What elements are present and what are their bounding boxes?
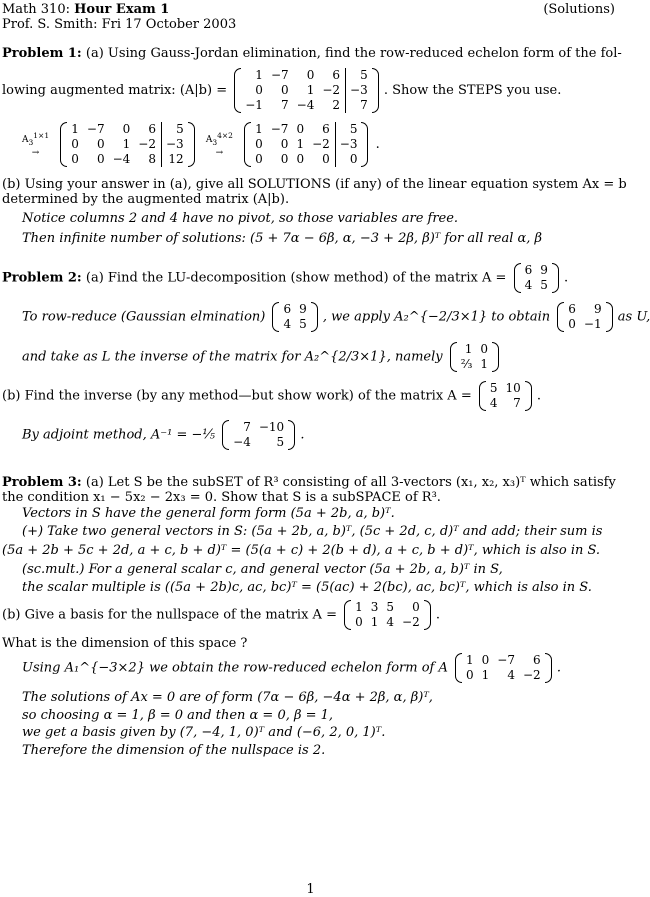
L-matrix [457,342,492,372]
matrix-cell: 0 [71,152,79,166]
p1-steps: $A_3^{1\times 1}$ → 1 −7 0 6 5 0 0 1 −2 −3 0 0 −4 8 12 $A_3^{4\times 2}$ → 1 −7 0 6 5 0 0 1 −2 −3 0 0 0 0 0 . [22,122,380,166]
matrix-cell: 1 [480,357,489,371]
matrix-cell: 7 [360,98,368,112]
matrix-cell: 6 [283,302,292,316]
matrix-cell: 0 [466,668,474,682]
matrix-cell: 5 [360,68,368,82]
U-matrix [564,302,605,332]
right-paren [288,420,295,450]
matrix-cell: 5 [489,381,498,395]
p1-ans2: Then infinite number of solutions: (5 + 7α − 6β, α, −3 + 2β, β)ᵀ for all real α, β [22,231,543,246]
p3-b-text: (b) Give a basis for the nullspace of the matrix A = [2,607,337,623]
p3-label: Problem 3: [2,475,82,490]
matrix-cell: −1 [583,317,602,331]
course-label: Math 310: [2,2,70,17]
matrix-cell: 6 [524,263,533,277]
p1-a-text2a: lowing augmented matrix: (A|b) = [2,83,228,98]
matrix-cell: 0 [96,137,105,151]
p2-ans1 [22,302,650,332]
matrix-cell: 4 [507,668,515,682]
matrix-cell: 4 [489,396,498,410]
matrix-cell: 6 [308,122,335,137]
right-paren [424,600,431,630]
matrix-cell: 1 [306,83,315,97]
matrix-cell: 0 [481,653,490,667]
right-paren [552,263,559,293]
left-paren [450,342,457,372]
step1-matrix [67,122,187,167]
left-paren [272,302,279,332]
matrix-cell: 9 [540,263,548,277]
p2-ans1c: as U, [617,309,650,325]
A2-matrix [521,263,552,293]
matrix-cell: −10 [258,420,285,434]
p2-ans3: By adjoint method, A⁻¹ = −⅕ 7 −10 −4 5 . [22,420,305,449]
matrix-cell: 4 [386,615,395,629]
matrix-cell: 0 [308,152,335,167]
p1-b-text1: (b) Using your answer in (a), give all SOLUTIONS (if any) of the linear equation system Ax = b [2,177,627,192]
matrix-cell: 0 [280,152,289,166]
right-paren [372,68,379,113]
matrix-cell: 0 [281,83,289,97]
p1-label: Problem 1: [2,46,82,61]
matrix-cell: −2 [308,137,335,152]
p2-ans1b: , we apply A₂^{−2/3×1} to obtain [322,309,551,325]
matrix-cell: −2 [134,137,161,152]
matrix-cell: −7 [270,122,289,136]
matrix-cell: 5 [176,122,184,136]
left-paren [514,263,521,293]
right-paren [525,381,532,411]
p3-m5: Therefore the dimension of the nullspace is 2. [22,743,326,758]
adj-matrix [229,420,288,450]
R-matrix [462,653,545,683]
p3-a-text1: (a) Let S be the subSET of R³ consisting of all 3-vectors (x₁, x₂, x₃)ᵀ which satisfy [85,475,616,490]
matrix-cell: 9 [593,302,602,316]
p2-ans3a: By adjoint method, A⁻¹ = −⅕ [22,427,215,443]
matrix-cell: 1 [255,122,263,136]
matrix-cell: −2 [318,83,345,98]
right-paren [492,342,499,372]
matrix-cell: −7 [270,68,289,82]
op-arrow-2: $A_3^{4\times 2}$ → [205,131,233,158]
matrix-cell: 0 [349,152,358,166]
matrix-cell: 10 [505,381,521,395]
matrix-cell: 0 [296,152,305,166]
matrix-cell: 5 [386,600,395,614]
op-arrow-1: $A_3^{1\times 1}$ → [22,131,50,158]
matrix-cell: 7 [281,98,289,112]
matrix-cell: ⅔ [460,357,473,371]
matrix-cell: 6 [134,122,161,137]
matrix-cell: 5 [299,317,307,331]
matrix-cell: 0 [71,137,79,151]
header-title [2,2,169,17]
matrix-cell: 1 [122,137,131,151]
matrix-cell: −2 [522,668,541,682]
step2-matrix [251,122,361,167]
p3-m1a: Using A₁^{−3×2} we obtain the row-reduced echelon form of A [22,660,448,676]
p1-b-text2: determined by the augmented matrix (A|b). [2,192,290,207]
matrix-cell: 1 [296,137,305,151]
matrix-cell: 1 [370,615,379,629]
matrix-cell: 9 [299,302,307,316]
matrix-cell: 0 [306,68,315,82]
right-paren [188,122,195,167]
matrix-cell: −3 [350,83,368,97]
matrix-cell: −7 [86,122,105,136]
p3-m3: so choosing α = 1, β = 0 and then α = 0, β = 1, [22,708,334,723]
p3-m2: The solutions of Ax = 0 are of form (7α − 6β, −4α + 2β, α, β)ᵀ, [22,690,433,705]
right-paren [361,122,368,167]
p3-m1: Using A₁^{−3×2} we obtain the row-reduced echelon form of A 1 0 −7 6 0 1 4 −2 . [22,653,561,682]
matrix-cell: 0 [96,152,105,166]
matrix-cell: 0 [255,83,263,97]
p3-dim-question: What is the dimension of this space ? [2,636,248,651]
p2-line1: Problem 2: (a) Find the LU-decomposition (show method) of the matrix A = 6 9 4 5 . [2,263,569,292]
matrix-cell: −4 [296,98,315,112]
p3-m4: we get a basis given by (7, −4, 1, 0)ᵀ and (−6, 2, 0, 1)ᵀ. [22,725,386,740]
left-paren [455,653,462,683]
left-paren [244,122,251,167]
p2-b-text: (b) Find the inverse (by any method—but show work) of the matrix A = [2,388,472,404]
p1-ans1: Notice columns 2 and 4 have no pivot, so those variables are free. [22,211,459,226]
p2-ans2a: and take as L the inverse of the matrix for A₂^{2/3×1}, namely [22,349,443,365]
matrix-cell: 1 [255,68,263,82]
left-paren [234,68,241,113]
matrix-cell: −4 [233,435,251,449]
matrix-cell: 5 [276,435,285,449]
right-paren [545,653,552,683]
p3-l2: (+) Take two general vectors in S: (5a + 2b, a, b)ᵀ, (5c + 2d, c, d)ᵀ and add; their sum is [22,524,603,539]
matrix-cell: 1 [464,342,473,356]
p3-b-line: (b) Give a basis for the nullspace of the matrix A = 1 3 5 0 0 1 4 −2 . [2,600,441,629]
matrix-cell: 5 [349,122,358,136]
p2-a-text: (a) Find the LU-decomposition (show method) of the matrix A = [85,270,507,286]
p1-line1 [2,46,622,61]
left-paren [557,302,564,332]
matrix-cell: 8 [134,152,161,167]
matrix-cell: 4 [283,317,292,331]
matrix-cell: −7 [497,653,515,667]
left-paren [222,420,229,450]
matrix-cell: 0 [255,152,263,166]
p1-line2 [2,68,561,113]
p3-line1 [2,475,616,490]
A2-matrix-copy [279,302,310,332]
exam-title: Hour Exam 1 [74,2,170,17]
matrix-cell: 4 [524,278,533,292]
matrix-cell: 6 [533,653,541,667]
N-matrix [351,600,424,630]
aug-matrix [241,68,372,113]
p2-b-line: (b) Find the inverse (by any method—but show work) of the matrix A = 5 10 4 7 . [2,381,542,410]
B-matrix [486,381,525,411]
right-paren [311,302,318,332]
matrix-cell: 1 [71,122,79,136]
matrix-cell: 1 [355,600,363,614]
matrix-cell: 7 [513,396,521,410]
matrix-cell: 0 [355,615,363,629]
matrix-cell: 0 [480,342,489,356]
p3-l5: the scalar multiple is ((5a + 2b)c, ac, bc)ᵀ = (5(ac) + 2(bc), ac, bc)ᵀ, which is also in S. [22,580,592,595]
p3-l1: Vectors in S have the general form form (5a + 2b, a, b)ᵀ. [22,506,395,521]
p2-label: Problem 2: [2,270,82,286]
left-paren [60,122,67,167]
p2-ans2 [22,342,492,372]
right-paren [606,302,613,332]
matrix-cell: 0 [122,122,131,136]
matrix-cell: 6 [568,302,576,316]
matrix-cell: −2 [402,615,420,629]
left-paren [344,600,351,630]
matrix-cell: −1 [245,98,263,112]
matrix-cell: 0 [296,122,305,136]
matrix-cell: 0 [412,600,420,614]
matrix-cell: 0 [255,137,263,151]
matrix-cell: 5 [540,278,548,292]
matrix-cell: 1 [481,668,490,682]
matrix-cell: 12 [168,152,184,166]
matrix-cell: 0 [280,137,289,151]
p2-ans1a: To row-reduce (Gaussian elmination) [22,309,266,325]
matrix-cell: 3 [370,600,379,614]
p1-a-text2b: . Show the STEPS you use. [383,83,562,98]
matrix-cell: 2 [318,98,345,113]
left-paren [479,381,486,411]
p3-l3: (5a + 2b + 5c + 2d, a + c, b + d)ᵀ = (5(a + c) + 2(b + d), a + c, b + d)ᵀ, which is also in S. [2,543,601,558]
matrix-cell: −3 [339,137,358,151]
solutions-label: (Solutions) [543,2,615,17]
matrix-cell: 1 [466,653,474,667]
matrix-cell: 6 [318,68,345,83]
p3-a-text2: the condition x₁ − 5x₂ − 2x₃ = 0. Show that S is a subSPACE of R³. [2,490,441,505]
matrix-cell: 0 [568,317,576,331]
matrix-cell: 7 [243,420,251,434]
p1-a-text1: (a) Using Gauss-Jordan elimination, find the row-reduced echelon form of the fol- [85,46,622,61]
page-number: 1 [306,882,315,897]
matrix-cell: −4 [112,152,131,166]
p3-l4: (sc.mult.) For a general scalar c, and general vector (5a + 2b, a, b)ᵀ in S, [22,562,503,577]
prof-line: Prof. S. Smith: Fri 17 October 2003 [2,17,237,32]
matrix-cell: −3 [166,137,184,151]
